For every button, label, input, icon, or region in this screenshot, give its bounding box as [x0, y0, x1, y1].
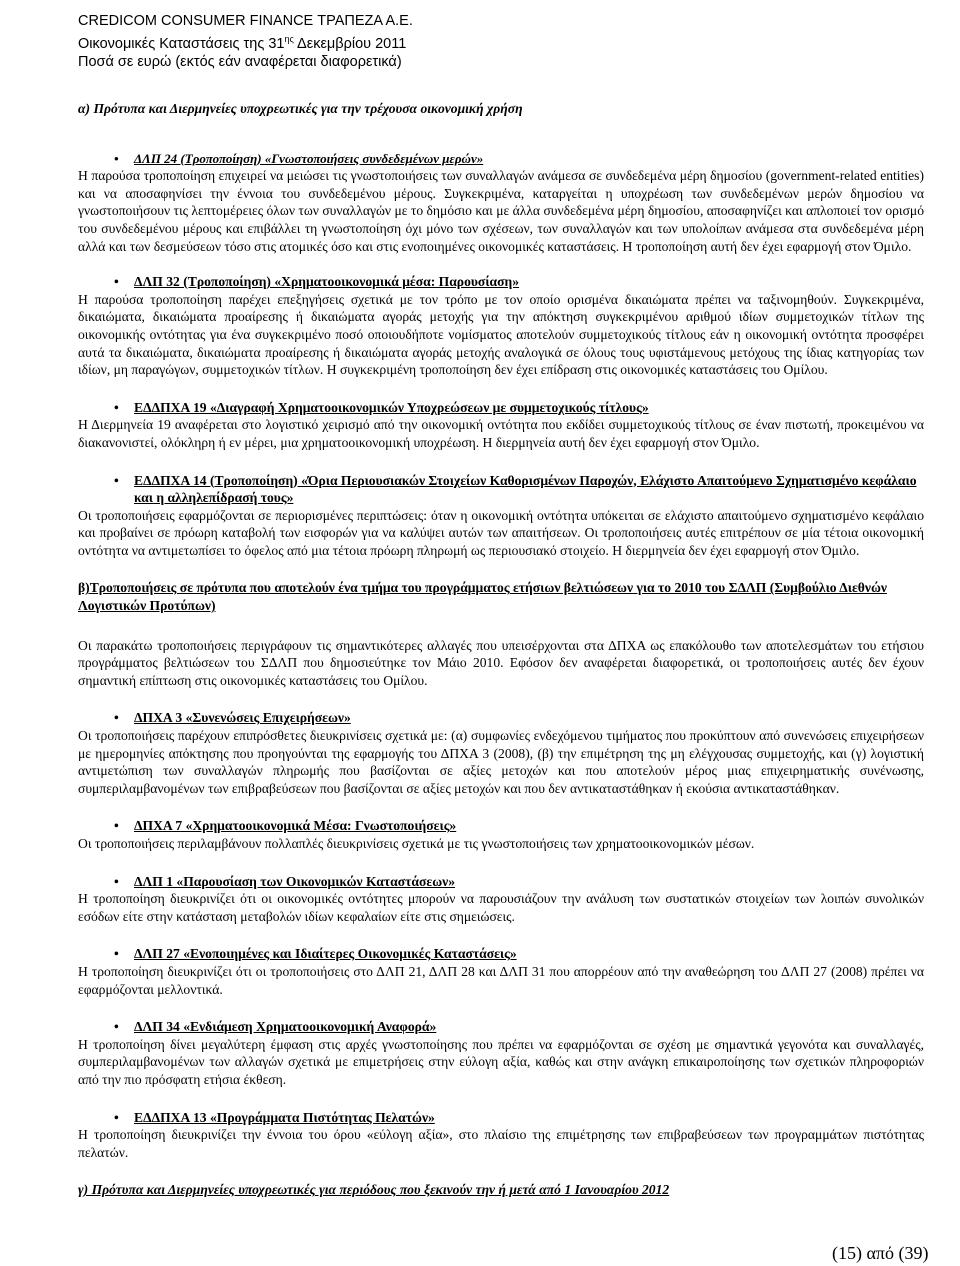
item-body: Οι τροποποιήσεις εφαρμόζονται σε περιορισμένες περιπτώσεις: όταν η οικονομική οντότητα υπόκειται σε ελάχιστο απαιτούμενο σχηματισμένο κεφάλαιο και προβαίνει σε πρόωρη καταβολή των εισφορών για να καλύψει αυτών των απαιτήσεων. Οι τροποποιήσεις αυτές επιτρέπουν σε μία τέτοια οικονομική οντότητα να αντιμετωπίσει το όφελος από μια τέτοια πρόωρη πληρωμή ως περιουσιακό στοιχείο. Η διερμηνεία δεν έχει εφαρμογή στον Όμιλο. — [78, 507, 924, 558]
item-heading: • ΔΛΠ 27 «Ενοποιημένες και Ιδιαίτερες Οικονομικές Καταστάσεις» — [78, 945, 924, 963]
item-body: Οι τροποποιήσεις περιλαμβάνουν πολλαπλές διευκρινίσεις σχετικά με τις γνωστοποιήσεις των χρηματοοικονομικών μέσων. — [78, 836, 755, 851]
item-body: Η τροποποίηση διευκρινίζει ότι οι οικονομικές οντότητες μπορούν να παρουσιάζουν την ανάλυση των συστατικών στοιχείων των λοιπών συνολικών εσόδων είτε στην κατάσταση μεταβολών ιδίων κεφαλαίων είτε στις σημειώσεις. — [78, 891, 924, 924]
section-a-title: α) Πρότυπα και Διερμηνείες υποχρεωτικές για την τρέχουσα οικονομική χρήση — [78, 101, 523, 116]
item-heading: • ΕΔΔΠΧΑ 13 «Προγράμματα Πιστότητας Πελατών» — [78, 1109, 924, 1127]
company-name: CREDICOM CONSUMER FINANCE ΤΡΑΠΕΖΑ Α.Ε. — [78, 13, 413, 29]
item-heading: • ΕΔΔΠΧΑ 19 «Διαγραφή Χρηματοοικονομικών Υποχρεώσεων με συμμετοχικούς τίτλους» — [78, 399, 924, 417]
item-body: Η παρούσα τροποποίηση επιχειρεί να μειώσει τις γνωστοποιήσεις των συναλλαγών ανάμεσα σε συνδεδεμένα μέρη δημοσίου (government-related entities) και να αποσαφηνίσει την έννοια του συνδεδεμένου μέρους. Συγκεκριμένα, καταργείται η υποχρέωση των συνδεδεμένων μερών δημοσίου να γνωστοποιήσουν τις λεπτομέρειες όλων των συναλλαγών με το δημόσιο και με άλλα συνδεδεμένα μέρη δημοσίου, αποσαφηνίζει και απλοποιεί τον ορισμό του συνδεδεμένου μέρους και επιβάλλει τη γνωστοποίηση όχι μόνο των σχέσεων, των συναλλαγών και των υπολοίπων ανάμεσα στα συνδεδεμένα μέρη αλλά και των δεσμεύσεων τόσο στις ατομικές όσο και στις ενοποιημένες οικονομικές καταστάσεις. Η τροποποίηση αυτή δεν έχει εφαρμογή στον Όμιλο. — [78, 168, 924, 254]
item-heading: • ΔΛΠ 1 «Παρουσίαση των Οικονομικών Καταστάσεων» — [78, 873, 924, 891]
page-number: (15) από (39) — [832, 1243, 929, 1263]
item-heading: • ΔΛΠ 34 «Ενδιάμεση Χρηματοοικονομική Αναφορά» — [78, 1018, 924, 1036]
item-body: Οι τροποποιήσεις παρέχουν επιπρόσθετες διευκρινίσεις σχετικά με: (α) συμφωνίες ενδεχόμενου τιμήματος που προκύπτουν από συνενώσεις επιχειρήσεων με ημερομηνίες απόκτησης που προηγούνται της εφαρμογής του ΔΠΧΑ 3 (2008), (β) την επιμέτρηση της μη ελέγχουσας συμμετοχής, και (γ) λογιστική αντιμετώπιση των συναλλαγών πληρωμής που βασίζονται σε αξίες μετοχών και που αποτελούν μέρος μιας επιχειρηματικής συνένωσης, συμπεριλαμβανομένων των επιβραβεύσεων που βασίζονται σε αξίες μετοχών και που δεν αντικαταστάθηκαν ή εκούσια αντικαταστάθηκαν. — [78, 728, 924, 796]
item-heading: • ΔΛΠ 24 (Τροποποίηση) «Γνωστοποιήσεις συνδεδεμένων μερών» — [78, 150, 924, 168]
currency-note: Ποσά σε ευρώ (εκτός εάν αναφέρεται διαφορετικά) — [78, 53, 402, 70]
item-body: Η τροποποίηση διευκρινίζει την έννοια του όρου «εύλογη αξία», στο πλαίσιο της επιμέτρησης των επιβραβεύσεων των προγραμμάτων πιστότητας πελατών. — [78, 1127, 924, 1160]
section-b-title: β)Τροποποιήσεις σε πρότυπα που αποτελούν ένα τμήμα του προγράμματος ετήσιων βελτιώσεων για το 2010 του ΣΔΛΠ (Συμβούλιο Διεθνών Λογιστικών Προτύπων) — [78, 580, 887, 614]
document-body — [78, 100, 924, 1199]
item-heading: • ΔΛΠ 32 (Τροποποίηση) «Χρηματοοικονομικά μέσα: Παρουσίαση» — [78, 273, 924, 291]
item-body: Η Διερμηνεία 19 αναφέρεται στο λογιστικό χειρισμό από την οικονομική οντότητα που εκδίδει συμμετοχικούς τίτλους σε έναν πιστωτή, προκειμένου να διακανονιστεί, ολόκληρη ή εν μέρει, μια χρηματοοικονομική υποχρέωση. Η διερμηνεία αυτή δεν έχει εφαρμογή στον Όμιλο. — [78, 417, 924, 450]
item-heading: • ΔΠΧΑ 7 «Χρηματοοικονομικά Μέσα: Γνωστοποιήσεις» — [78, 817, 924, 835]
section-c-title: γ) Πρότυπα και Διερμηνείες υποχρεωτικές για περιόδους που ξεκινούν την ή μετά από 1 Ιανουαρίου 2012 — [78, 1182, 670, 1198]
section-b-intro: Οι παρακάτω τροποποιήσεις περιγράφουν τις σημαντικότερες αλλαγές που υπεισέρχονται στα ΔΠΧΑ ως επακόλουθο των αποτελεσμάτων του ετήσιου προγράμματος βελτιώσεων του ΣΔΛΠ που δημοσιεύτηκε τον Μάιο 2010. Εφόσον δεν αναφέρεται διαφορετικά, οι τροποποιήσεις αυτές δεν έχουν σημαντική επίπτωση στις οικονομικές καταστάσεις του Ομίλου. — [78, 637, 924, 688]
item-heading: • ΕΔΔΠΧΑ 14 (Τροποποίηση) «Όρια Περιουσιακών Στοιχείων Καθορισμένων Παροχών, Ελάχιστο Απαιτούμενο Σχηματισμένο κεφάλαιο και η αλληλεπίδρασή τους» — [78, 472, 924, 507]
item-body: Η τροποποίηση δίνει μεγαλύτερη έμφαση στις αρχές γνωστοποίησης που πρέπει να εφαρμόζονται σε σχέση με σημαντικά γεγονότα και συναλλαγές, συμπεριλαμβανομένων των αλλαγών σχετικά με επιμετρήσεις στην εύλογη αξία, καθώς και στην ανάγκη επικαιροποίησης των σχετικών πληροφοριών από την πιο πρόσφατη ετήσια έκθεση. — [78, 1036, 924, 1087]
item-body: Η παρούσα τροποποίηση παρέχει επεξηγήσεις σχετικά με τον τρόπο με τον οποίο ορισμένα δικαιώματα πρέπει να ταξινομηθούν. Συγκεκριμένα, δικαιώματα, δικαιώματα προαίρεσης ή δικαιώματα αγοράς μετοχής για την απόκτηση συγκεκριμένου αριθμού ιδίων συμμετοχικών τίτλων της οικονομικής οντότητας για ένα συγκεκριμένο ποσό οποιουδήποτε νομίσματος αποτελούν συμμετοχικούς τίτλους εάν η οικονομική οντότητα προσφέρει αυτά τα δικαιώματα, δικαιώματα προαίρεσης ή δικαιώματα αγοράς μετοχής αναλογικά σε όλους τους υφιστάμενους μετόχους της ίδιας κατηγορίας των ιδίων, μη παραγώγων, συμμετοχικών τίτλων. Η συγκεκριμένη τροποποίηση δεν έχει επίδραση στις οικονομικές καταστάσεις του Ομίλου. — [78, 291, 924, 378]
item-heading: • ΔΠΧΑ 3 «Συνενώσεις Επιχειρήσεων» — [78, 709, 924, 727]
page-header — [78, 12, 413, 71]
item-body: Η τροποποίηση διευκρινίζει ότι οι τροποποιήσεις στο ΔΛΠ 21, ΔΛΠ 28 και ΔΛΠ 31 που απορρέουν από την αναθεώρηση του ΔΛΠ 27 (2008) πρέπει να εφαρμόζονται μελλοντικά. — [78, 963, 924, 997]
statements-title: Οικονομικές Καταστάσεις της $31^{\eta\varsigma}$ Δεκεμβρίου 2011 — [78, 34, 407, 52]
